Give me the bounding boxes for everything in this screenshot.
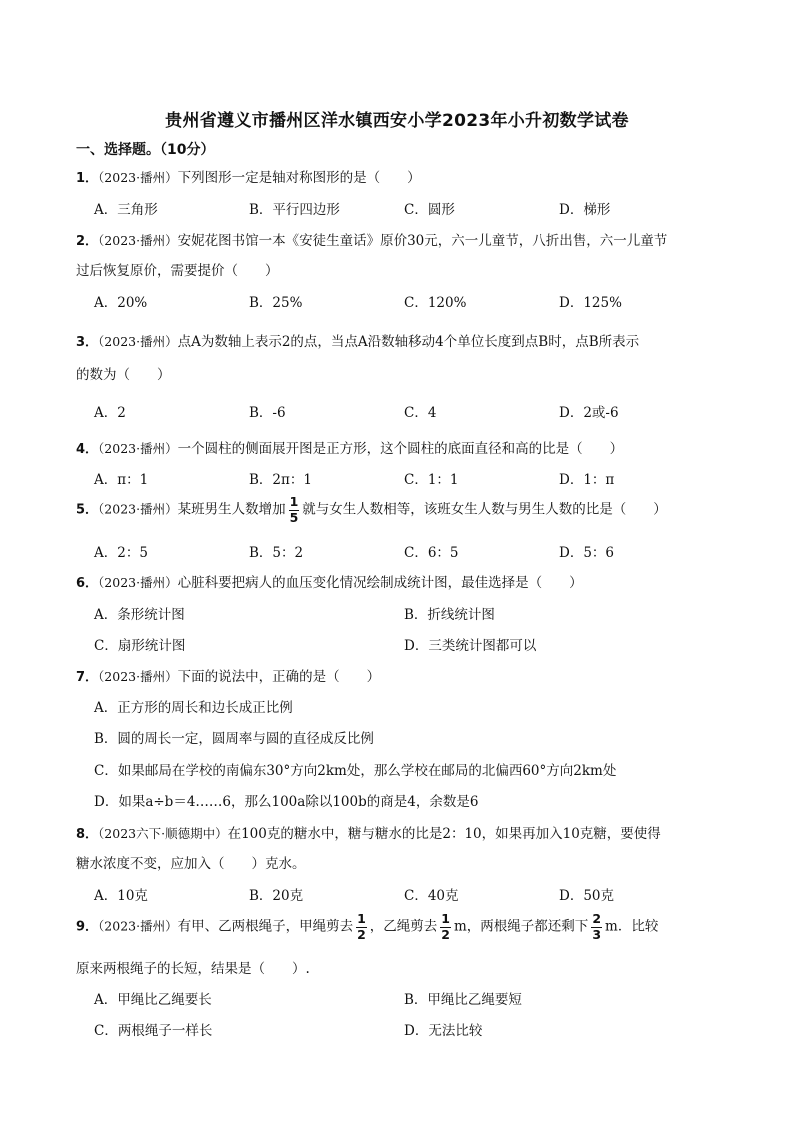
option-a: A．三角形 [94,202,158,218]
fraction: $\frac{1}{2}$ [357,911,366,942]
question-number: 7． [76,670,99,685]
option-d: D．三类统计图都可以 [404,638,537,654]
question-source: （2023·播州） [98,334,178,349]
option-d: D．1：π [559,472,615,488]
option-a: A．10克 [94,888,148,904]
question-number: 4． [76,442,99,457]
question-source: （2023·播州） [98,170,178,185]
question-text: 点A为数轴上表示2的点，当点A沿数轴移动4个单位长度到点B时，点B所表示 [177,334,640,350]
option-b: B．折线统计图 [404,607,495,623]
option-b: B．5：2 [249,545,304,561]
option-b: B．甲绳比乙绳要短 [404,992,522,1008]
option-d: D．无法比较 [404,1023,483,1039]
question-number: 9． [76,919,99,935]
option-c: C．120% [404,295,467,311]
question-number: 8． [76,827,99,842]
question-number: 2． [76,234,99,249]
option-c: C．圆形 [404,202,455,218]
question-6 [76,571,583,591]
question-source: （2023·播州） [98,575,178,590]
option-d: D．50克 [559,888,615,904]
option-c: C．6：5 [404,545,459,561]
option-a: A．正方形的周长和边长成正比例 [94,700,293,716]
fraction: $\frac{1}{5}$ [289,494,299,525]
option-d: D．125% [559,295,622,311]
question-9 [76,913,658,941]
question-9-cont: 原来两根绳子的长短，结果是（ ）. [76,961,310,977]
question-8-cont: 糖水浓度不变，应加入（ ）克水。 [76,856,306,872]
question-number: 5． [76,502,99,518]
question-source: （2023·播州） [98,918,178,934]
question-4 [76,437,623,457]
option-b: B．20克 [249,888,304,904]
option-a: A．π：1 [94,472,149,488]
option-a: A．20% [94,295,148,311]
question-2 [76,229,667,249]
option-d: D．如果a÷b＝4……6，那么100a除以100b的商是4，余数是6 [94,794,479,810]
option-c: C．如果邮局在学校的南偏东30°方向2km处，那么学校在邮局的北偏西60°方向2km处 [94,763,617,779]
question-source: （2023·播州） [98,669,178,684]
question-text: 下列图形一定是轴对称图形的是（ ） [177,170,421,186]
option-b: B．2π：1 [249,472,312,488]
question-5 [76,496,667,524]
question-text: m．比较 [605,918,659,935]
option-a: A．甲绳比乙绳要长 [94,992,212,1008]
option-d: D．2或-6 [559,405,619,421]
question-text: m，两根绳子都还剩下 [454,918,589,935]
question-source: （2023六下·顺德期中） [98,826,228,841]
question-text: ，乙绳剪去 [369,918,438,935]
question-number: 6． [76,576,99,591]
question-8 [76,822,661,842]
option-b: B．25% [249,295,303,311]
question-3-cont: 的数为（ ） [76,367,171,383]
question-text: 在100克的糖水中，糖与糖水的比是2：10，如果再加入10克糖，要使得 [227,826,661,842]
option-c: C．1：1 [404,472,459,488]
question-3 [76,330,639,350]
option-c: C．4 [404,405,437,421]
option-c: C．两根绳子一样长 [94,1023,213,1039]
question-number: 3． [76,335,99,350]
question-7 [76,665,380,685]
question-number: 1． [76,171,99,186]
question-text: 某班男生人数增加 [177,501,286,518]
question-2-cont: 过后恢复原价，需要提价（ ） [76,263,279,279]
question-text: 下面的说法中，正确的是（ ） [177,669,381,685]
question-text: 有甲、乙两根绳子，甲绳剪去 [177,918,354,935]
option-a: A．2 [94,405,126,421]
option-d: D．5：6 [559,545,615,561]
question-source: （2023·播州） [98,233,178,248]
question-text: 一个圆柱的侧面展开图是正方形，这个圆柱的底面直径和高的比是（ ） [177,441,624,457]
option-a: A．2：5 [94,545,148,561]
question-text: 安妮花图书馆一本《安徒生童话》原价30元，六一儿童节，八折出售，六一儿童节 [177,233,668,249]
option-d: D．梯形 [559,202,611,218]
option-c: C．40克 [404,888,459,904]
option-b: B．平行四边形 [249,202,340,218]
question-source: （2023·播州） [98,501,178,517]
question-1 [76,166,421,186]
fraction: $\frac{2}{3}$ [592,911,602,942]
section-heading: 一、选择题。（10分） [76,142,215,158]
option-b: B．圆的周长一定，圆周率与圆的直径成反比例 [94,731,374,747]
exam-title: 贵州省遵义市播州区洋水镇西安小学2023年小升初数学试卷 [165,111,629,131]
fraction: $\frac{1}{2}$ [441,911,450,942]
option-c: C．扇形统计图 [94,638,186,654]
option-a: A．条形统计图 [94,607,185,623]
question-text: 心脏科要把病人的血压变化情况绘制成统计图，最佳选择是（ ） [177,575,583,591]
question-text: 就与女生人数相等，该班女生人数与男生人数的比是（ ） [302,501,667,518]
question-source: （2023·播州） [98,441,178,456]
option-b: B．-6 [249,405,286,421]
